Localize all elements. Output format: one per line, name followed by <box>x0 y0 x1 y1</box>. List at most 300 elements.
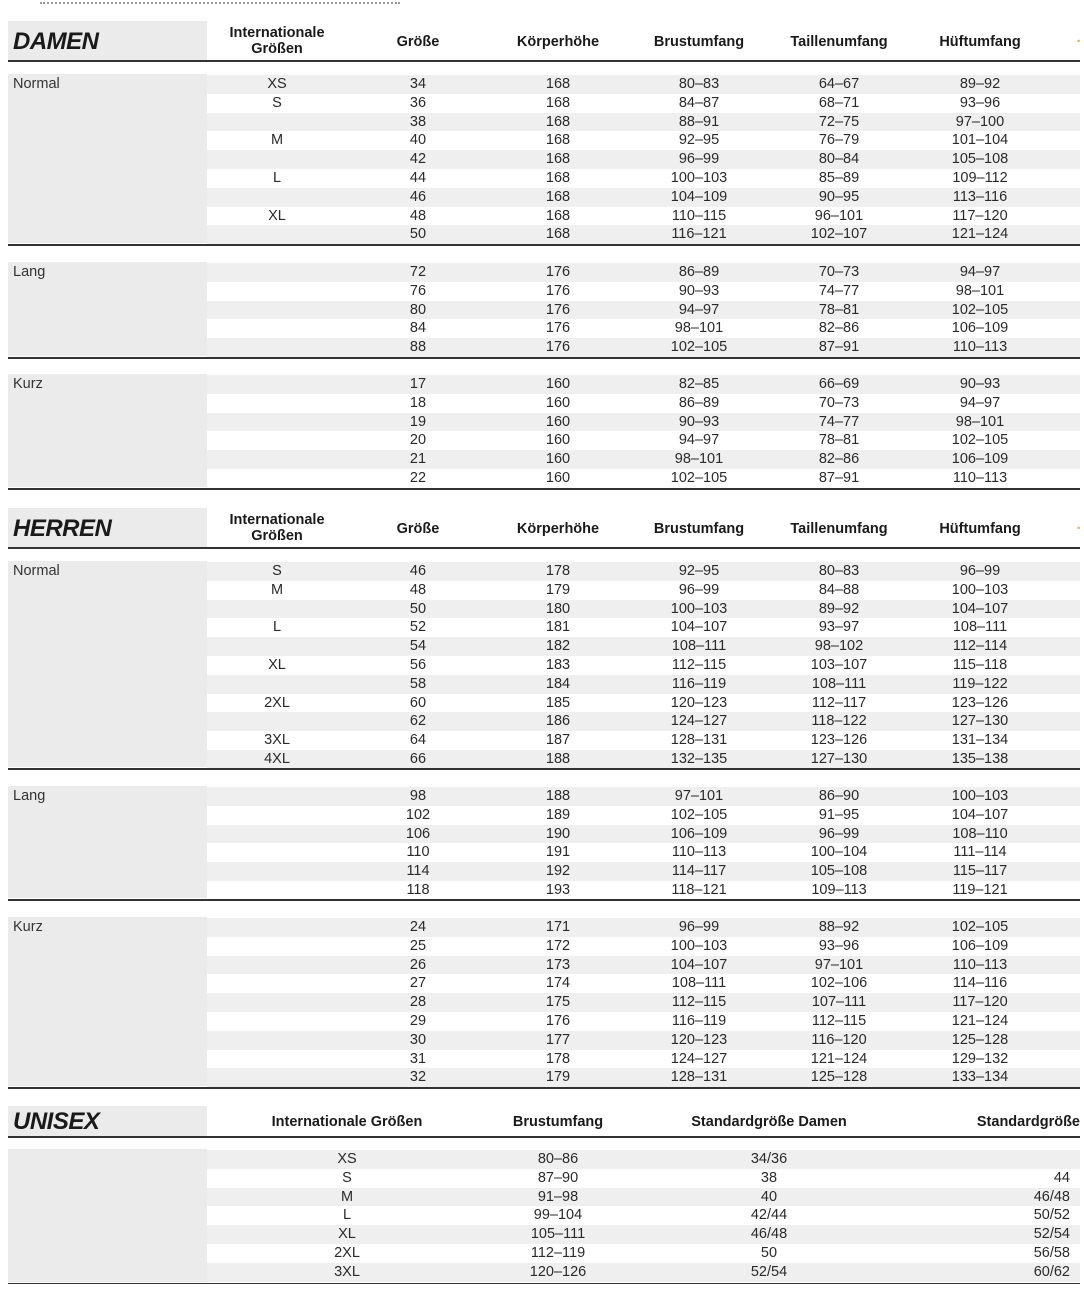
cell: 133–134 <box>951 1069 1009 1086</box>
cell: 94–97 <box>678 301 720 318</box>
cell: 46 <box>409 563 427 579</box>
column-header-koerperhoehe: Körperhöhe <box>516 34 600 50</box>
cell: 82–86 <box>818 451 860 468</box>
unisex-header-rule <box>8 1136 1080 1138</box>
cell: 121–124 <box>810 1050 868 1067</box>
section-title-text: UNISEX <box>13 1108 100 1135</box>
group-label: Lang <box>13 788 46 804</box>
cell: 102–105 <box>951 919 1009 935</box>
column-header-internationale <box>207 25 347 57</box>
cell: 4XL <box>264 751 290 767</box>
cell: 104–109 <box>670 188 728 205</box>
cell: 168 <box>545 113 571 130</box>
cell: 176 <box>545 301 571 318</box>
cell: 116–119 <box>671 1013 727 1029</box>
cell: 100–103 <box>670 937 728 954</box>
cell: 72 <box>409 264 427 280</box>
cell: 168 <box>545 207 571 224</box>
cell: 80–84 <box>818 151 860 168</box>
cell: 191 <box>545 844 571 861</box>
cell: 124–127 <box>670 713 728 730</box>
cell: 192 <box>545 863 571 880</box>
cell: S <box>272 563 282 579</box>
cell: 114–116 <box>952 975 1008 992</box>
cell: 129–132 <box>951 1050 1009 1067</box>
cell: L <box>342 1207 352 1224</box>
cell: 168 <box>545 76 571 92</box>
cell: 50 <box>409 600 427 617</box>
cell: 168 <box>545 132 571 149</box>
cell <box>207 375 347 394</box>
cell: 58 <box>409 675 427 692</box>
cell: 74–77 <box>818 413 860 430</box>
cell: 100–103 <box>670 600 728 617</box>
cell <box>207 956 347 975</box>
cell: 174 <box>545 975 571 992</box>
cell: 17 <box>409 376 427 392</box>
cell: 32 <box>409 1069 427 1086</box>
group-rule <box>8 1087 1080 1089</box>
cell: 92–95 <box>678 132 720 149</box>
cell: 70–73 <box>818 394 860 411</box>
group-rule <box>8 357 1080 359</box>
cell: 3XL <box>334 1263 360 1280</box>
cell: 97–101 <box>674 788 724 804</box>
cell: 110–113 <box>952 339 1008 356</box>
cell: 28 <box>409 994 427 1011</box>
header-rule <box>8 60 1080 62</box>
column-header-taille: Taillenumfang <box>790 34 888 50</box>
cell: 87–91 <box>818 470 860 486</box>
cell: 96–99 <box>678 581 720 598</box>
cell: 96–99 <box>818 825 860 842</box>
cell: 114–117 <box>671 863 727 880</box>
unisex-header-brust: Brustumfang <box>512 1114 604 1130</box>
cell: 121–124 <box>951 1013 1009 1029</box>
cell: 120–123 <box>670 1031 728 1048</box>
cell: 173 <box>545 956 571 973</box>
cell <box>207 413 347 432</box>
cell: 178 <box>545 563 571 579</box>
cell: 80–83 <box>678 76 720 92</box>
cell: 84 <box>409 320 427 337</box>
cell: 100–103 <box>670 170 728 186</box>
cell <box>207 862 347 881</box>
cell: 107–111 <box>811 994 867 1011</box>
cell <box>207 993 347 1012</box>
cell: 70–73 <box>818 264 860 280</box>
cell: 50 <box>760 1245 778 1261</box>
unisex-bottom-rule <box>8 1283 1080 1285</box>
cell: 94–97 <box>959 264 1001 280</box>
cell: 131–134 <box>951 732 1009 749</box>
cell: 92–95 <box>678 563 720 579</box>
cell: 98–101 <box>955 413 1005 430</box>
cell: 112–115 <box>671 994 727 1011</box>
cell: 176 <box>545 339 571 356</box>
group-rule <box>8 488 1080 490</box>
cell: 78–81 <box>818 301 860 318</box>
cell: 76–79 <box>818 132 860 149</box>
cell: 177 <box>545 1031 571 1048</box>
cell: XS <box>337 1151 357 1167</box>
cell: 183 <box>545 657 571 673</box>
cell: 102–105 <box>670 339 728 356</box>
header-line: Internationale <box>229 25 325 41</box>
cell: 160 <box>545 432 571 449</box>
cell: 127–130 <box>810 751 868 767</box>
cell: 187 <box>545 732 571 749</box>
cell: 40 <box>760 1188 778 1205</box>
cell: 106–109 <box>951 320 1009 337</box>
cell: 190 <box>545 825 571 842</box>
cell: 48 <box>409 581 427 598</box>
cell: 38 <box>760 1169 778 1186</box>
cell: 82–86 <box>818 320 860 337</box>
cell: 60 <box>409 694 427 711</box>
column-header-groesse: Größe <box>396 34 440 50</box>
cell: 119–122 <box>952 675 1008 692</box>
cell: 98–101 <box>674 320 724 337</box>
column-header-cutoff: · <box>1076 521 1082 537</box>
cell: 76 <box>409 282 427 299</box>
cell: 20 <box>409 432 427 449</box>
cell: 185 <box>545 694 571 711</box>
cell: 2XL <box>264 694 290 711</box>
cell: 89–92 <box>959 76 1001 92</box>
cell: 119–121 <box>952 882 1008 898</box>
cell <box>207 825 347 844</box>
cell: 84–88 <box>818 581 860 598</box>
cell: 106 <box>405 825 431 842</box>
cell: 25 <box>409 937 427 954</box>
cell: 50/52 <box>1033 1207 1070 1224</box>
cell <box>207 843 347 862</box>
cell: 102–106 <box>810 975 868 992</box>
cropped-top-text <box>0 0 1080 4</box>
cell: 181 <box>545 619 571 636</box>
cell: 38 <box>409 113 427 130</box>
cell <box>207 188 347 207</box>
cell: 108–111 <box>811 675 867 692</box>
column-header-huefte: Hüftumfang <box>939 521 1021 537</box>
cell: 180 <box>545 600 571 617</box>
cell: 160 <box>545 376 571 392</box>
column-header-brust: Brustumfang <box>653 521 745 537</box>
group-rule <box>8 244 1080 246</box>
cell <box>207 394 347 413</box>
cell: 66–69 <box>818 376 860 392</box>
group-label: Normal <box>13 563 60 579</box>
unisex-group-box <box>8 1149 207 1282</box>
cell: 108–111 <box>671 975 727 992</box>
cell: 94–97 <box>959 394 1001 411</box>
cell: 168 <box>545 188 571 205</box>
section-title-text: DAMEN <box>13 28 99 55</box>
cell: 100–103 <box>951 581 1009 598</box>
cell: 98 <box>409 788 427 804</box>
cell: 112–115 <box>671 657 727 673</box>
cell <box>207 881 347 900</box>
cell <box>207 918 347 937</box>
cell: 112–119 <box>530 1245 586 1261</box>
group-label: Kurz <box>13 919 43 935</box>
cell: 3XL <box>264 732 290 749</box>
cell: 104–107 <box>670 619 728 636</box>
cell: 105–108 <box>810 863 868 880</box>
cell: 106–109 <box>951 451 1009 468</box>
cell: 102–105 <box>670 470 728 486</box>
cell: 21 <box>409 451 427 468</box>
cell: 97–101 <box>814 956 864 973</box>
cell: 128–131 <box>670 732 728 749</box>
cell: 110–113 <box>952 956 1008 973</box>
cell: 160 <box>545 413 571 430</box>
cell: 18 <box>409 394 427 411</box>
cell: 96–99 <box>678 151 720 168</box>
cell: 125–128 <box>810 1069 868 1086</box>
cell: 82–85 <box>678 376 720 392</box>
cell: 104–107 <box>951 806 1009 823</box>
cell: 176 <box>545 264 571 280</box>
cell: 29 <box>409 1013 427 1029</box>
cell: 78–81 <box>818 432 860 449</box>
header-line: Internationale <box>229 512 325 528</box>
cell: 80–86 <box>537 1151 579 1167</box>
cell: 90–93 <box>959 376 1001 392</box>
cell: 26 <box>409 956 427 973</box>
cell <box>207 712 347 731</box>
cell: 184 <box>545 675 571 692</box>
cell <box>207 150 347 169</box>
cell <box>207 1031 347 1050</box>
cell: 127–130 <box>951 713 1009 730</box>
cell: 121–124 <box>951 226 1009 243</box>
cell: 46/48 <box>1033 1188 1070 1205</box>
cell: 52/54 <box>750 1263 788 1280</box>
cell: 90–93 <box>678 282 720 299</box>
cell: 110 <box>406 844 430 861</box>
cell: 90–93 <box>678 413 720 430</box>
column-header-taille: Taillenumfang <box>790 521 888 537</box>
cell: M <box>270 581 284 598</box>
cell: 64 <box>409 732 427 749</box>
cell <box>207 806 347 825</box>
cell: XL <box>268 657 286 673</box>
cell: 125–128 <box>951 1031 1009 1048</box>
cell: 171 <box>545 919 571 935</box>
cell: 56/58 <box>1033 1245 1070 1261</box>
cell: 60/62 <box>1033 1263 1070 1280</box>
cell: 34/36 <box>750 1151 788 1167</box>
cell: 80–83 <box>818 563 860 579</box>
cell: 88–92 <box>818 919 860 935</box>
cell: S <box>272 94 282 111</box>
cell: 168 <box>545 226 571 243</box>
cell: XL <box>338 1226 356 1243</box>
cell <box>207 469 347 488</box>
cell: 104–107 <box>951 600 1009 617</box>
cell: 31 <box>409 1050 427 1067</box>
cell: 102–105 <box>951 432 1009 449</box>
cell: 44 <box>409 170 427 186</box>
cell <box>207 1012 347 1031</box>
cell <box>207 637 347 656</box>
cell: 66 <box>409 751 427 767</box>
unisex-header-herren: Standardgröße <box>976 1114 1080 1130</box>
cell <box>207 113 347 132</box>
cell: 93–96 <box>818 937 860 954</box>
group-label: Kurz <box>13 376 43 392</box>
cell: 103–107 <box>810 657 868 673</box>
cell: 135–138 <box>951 751 1009 767</box>
header-line: Größen <box>251 528 303 544</box>
cell: 101–104 <box>951 132 1009 149</box>
cell <box>930 1150 1070 1169</box>
cell: 87–91 <box>818 339 860 356</box>
cell: 93–96 <box>959 94 1001 111</box>
column-header-cutoff: · <box>1076 34 1082 50</box>
cell: 91–98 <box>537 1188 579 1205</box>
cell: 132–135 <box>670 751 728 767</box>
cell: 96–101 <box>814 207 864 224</box>
cell: 168 <box>545 151 571 168</box>
cell: 123–126 <box>810 732 868 749</box>
cell: 46/48 <box>750 1226 788 1243</box>
cell: 48 <box>409 207 427 224</box>
cell <box>207 600 347 619</box>
cell <box>207 450 347 469</box>
cell: 86–89 <box>678 264 720 280</box>
cell: 40 <box>409 132 427 149</box>
cell: 116–121 <box>671 226 727 243</box>
cell: 168 <box>545 170 571 186</box>
column-header-internationale <box>207 512 347 544</box>
cell: 117–120 <box>952 207 1008 224</box>
header-rule <box>8 547 1080 549</box>
cell: 30 <box>409 1031 427 1048</box>
cell: 87–90 <box>537 1169 579 1186</box>
cell <box>207 937 347 956</box>
group-label-box <box>8 561 207 767</box>
cell: 56 <box>409 657 427 673</box>
cell: 22 <box>409 470 427 486</box>
cell: 109–112 <box>952 170 1008 186</box>
cell: 188 <box>545 751 571 767</box>
cell: 100–104 <box>810 844 868 861</box>
cell: M <box>270 132 284 149</box>
group-label: Normal <box>13 76 60 92</box>
cell: 114 <box>406 863 430 880</box>
cell: 100–103 <box>951 788 1009 804</box>
cell: 86–89 <box>678 394 720 411</box>
cell: 62 <box>409 713 427 730</box>
cell: 175 <box>545 994 571 1011</box>
cell <box>207 338 347 357</box>
section-title-damen <box>8 21 207 61</box>
cell: 168 <box>545 94 571 111</box>
unisex-header-internationale: Internationale Größen <box>271 1114 423 1130</box>
cell <box>207 301 347 320</box>
cell <box>207 974 347 993</box>
group-rule <box>8 899 1080 901</box>
cell: 108–110 <box>952 825 1008 842</box>
cell: M <box>340 1188 354 1205</box>
cell: 160 <box>545 394 571 411</box>
cell: 93–97 <box>818 619 860 636</box>
cell: 118–121 <box>671 882 727 898</box>
cell: 160 <box>545 451 571 468</box>
cell: 160 <box>545 470 571 486</box>
cell: 108–111 <box>952 619 1008 636</box>
cell: 176 <box>545 320 571 337</box>
cell: 182 <box>545 638 571 655</box>
cell: 186 <box>545 713 571 730</box>
cell: XS <box>267 76 287 92</box>
cell: 89–92 <box>818 600 860 617</box>
cell: 42/44 <box>750 1207 788 1224</box>
cell: 98–101 <box>955 282 1005 299</box>
cell: 117–120 <box>952 994 1008 1011</box>
cell: 110–115 <box>671 207 727 224</box>
unisex-header-damen: Standardgröße Damen <box>691 1114 847 1130</box>
cell: 74–77 <box>818 282 860 299</box>
cell <box>207 263 347 282</box>
header-line: Größen <box>251 41 303 57</box>
cell: 96–99 <box>678 919 720 935</box>
cell: 118 <box>406 882 430 898</box>
cell: 172 <box>545 937 571 954</box>
group-label: Lang <box>13 264 46 280</box>
cell: 52 <box>409 619 427 636</box>
cell: 176 <box>545 282 571 299</box>
cell: 179 <box>545 1069 571 1086</box>
cell: 24 <box>409 919 427 935</box>
cell: 36 <box>409 94 427 111</box>
cell: 98–102 <box>814 638 864 655</box>
cell: 105–108 <box>951 151 1009 168</box>
cell: 112–117 <box>811 694 867 711</box>
cell: 64–67 <box>818 76 860 92</box>
cell: 176 <box>545 1013 571 1029</box>
cell: 115–118 <box>952 657 1008 673</box>
column-header-groesse: Größe <box>396 521 440 537</box>
group-rule <box>8 768 1080 770</box>
cell <box>207 282 347 301</box>
cell: 52/54 <box>1033 1226 1070 1243</box>
cell: 90–95 <box>818 188 860 205</box>
cell: 108–111 <box>671 638 727 655</box>
cell: 50 <box>409 226 427 243</box>
cell: 44 <box>1053 1169 1070 1186</box>
cell: 85–89 <box>818 170 860 186</box>
cell: 193 <box>545 882 571 898</box>
cell: 86–90 <box>818 788 860 804</box>
cell <box>207 675 347 694</box>
group-label-box <box>8 74 207 243</box>
cell: 96–99 <box>959 563 1001 579</box>
cell: 120–126 <box>529 1263 587 1280</box>
section-title-unisex <box>8 1106 207 1136</box>
cell: 123–126 <box>951 694 1009 711</box>
section-title-herren <box>8 508 207 548</box>
cell: 113–116 <box>952 188 1008 205</box>
cell: 34 <box>409 76 427 92</box>
column-header-brust: Brustumfang <box>653 34 745 50</box>
cell: 116–119 <box>671 675 727 692</box>
cell: 97–100 <box>955 113 1005 130</box>
cell: 110–113 <box>952 470 1008 486</box>
